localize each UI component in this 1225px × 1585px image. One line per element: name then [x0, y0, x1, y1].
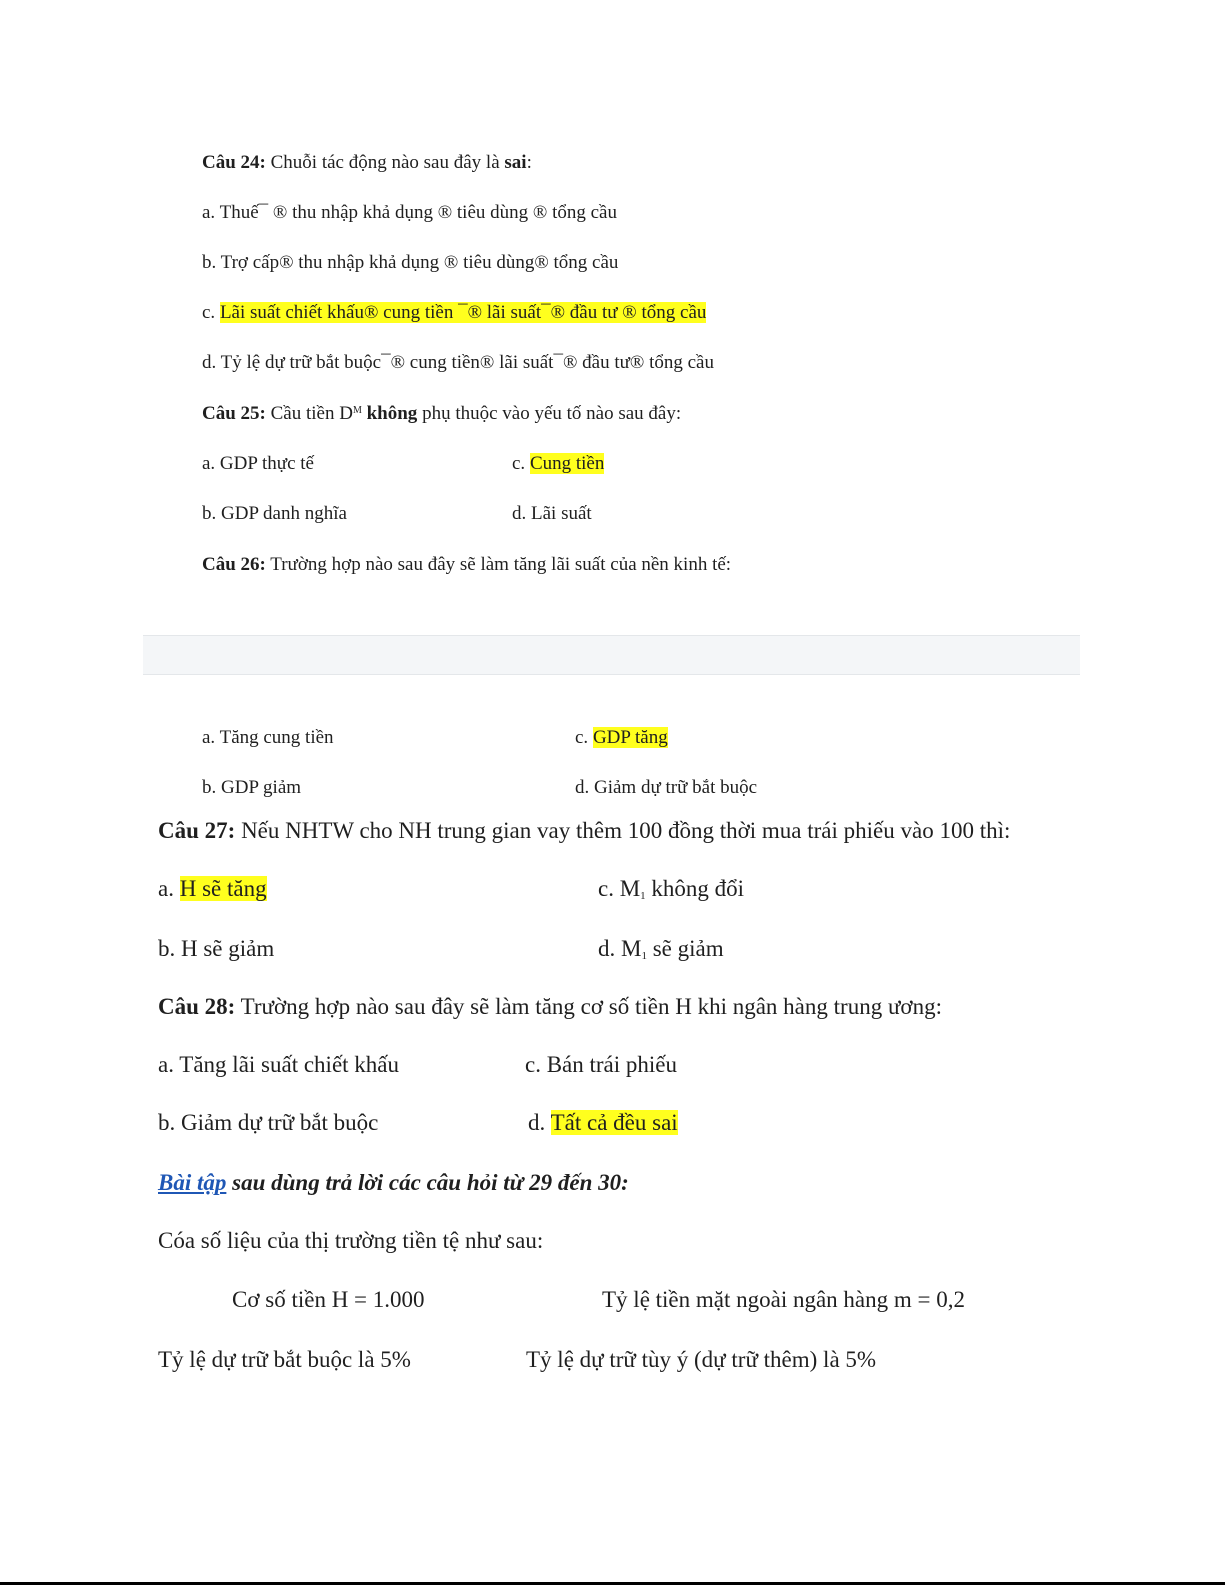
- q27-option-d: d. $M_1$ sẽ giảm: [598, 936, 724, 962]
- page-break-band: [143, 635, 1080, 675]
- q25-option-d: d. Lãi suất: [512, 503, 592, 524]
- q27-option-a: a. H sẽ tăng: [158, 876, 267, 901]
- q26-option-a: a. Tăng cung tiền: [202, 727, 334, 748]
- q25-option-c: c. Cung tiền: [512, 453, 605, 474]
- q27-option-b: b. H sẽ giảm: [158, 936, 275, 961]
- q26-answer-highlight: GDP tăng: [592, 727, 668, 748]
- q27-option-c: c. $M_1$ không đổi: [598, 876, 745, 902]
- q26-label: Câu 26:: [202, 554, 266, 575]
- exercise-cash-ratio: Tỷ lệ tiền mặt ngoài ngân hàng m = 0,2: [602, 1287, 966, 1312]
- q25-stem: Câu 25: Cầu tiền $D^M$ không phụ thuộc vào yếu tố nào sau đây:: [202, 403, 682, 424]
- exercise-heading: Bài tập sau dùng trả lời các câu hỏi từ 29 đến 30:: [158, 1170, 629, 1195]
- q28-answer-highlight: Tất cả đều sai: [550, 1110, 678, 1135]
- q28-option-b: b. Giảm dự trữ bắt buộc: [158, 1110, 379, 1135]
- q24-option-a: a. Thuế¯ ® thu nhập khả dụng ® tiêu dùng ® tổng cầu: [202, 202, 617, 223]
- q24-stem: Câu 24: Chuỗi tác động nào sau đây là sai:: [202, 152, 532, 173]
- q26-stem: Câu 26: Trường hợp nào sau đây sẽ làm tăng lãi suất của nền kinh tế:: [202, 554, 732, 575]
- q27-stem: Câu 27: Nếu NHTW cho NH trung gian vay thêm 100 đồng thời mua trái phiếu vào 100 thì:: [158, 818, 1011, 843]
- q24-label: Câu 24:: [202, 152, 266, 173]
- exercise-link[interactable]: Bài tập: [158, 1170, 227, 1195]
- q24-option-d: d. Tỷ lệ dự trữ bắt buộc¯® cung tiền® lãi suất¯® đầu tư® tổng cầu: [202, 352, 714, 373]
- exercise-intro: Cóa số liệu của thị trường tiền tệ như sau:: [158, 1228, 544, 1253]
- exercise-base-money: Cơ số tiền H = 1.000: [232, 1287, 425, 1312]
- q24-answer-highlight: Lãi suất chiết khấu® cung tiền ¯® lãi suất¯® đầu tư ® tổng cầu: [219, 302, 707, 323]
- exercise-required-reserve: Tỷ lệ dự trữ bắt buộc là 5%: [158, 1347, 411, 1372]
- q25-option-b: b. GDP danh nghĩa: [202, 503, 347, 524]
- q25-answer-highlight: Cung tiền: [529, 453, 605, 474]
- q25-label: Câu 25:: [202, 403, 266, 424]
- q27-d-subscript: 1: [641, 950, 647, 962]
- q28-option-d: d. Tất cả đều sai: [528, 1110, 678, 1135]
- q26-option-d: d. Giảm dự trữ bắt buộc: [575, 777, 758, 798]
- q25-emphasis: không: [366, 403, 418, 424]
- q24-option-b: b. Trợ cấp® thu nhập khả dụng ® tiêu dùng® tổng cầu: [202, 252, 619, 273]
- q27-label: Câu 27:: [158, 818, 236, 843]
- q26-option-c: c. GDP tăng: [575, 727, 668, 748]
- q27-c-subscript: 1: [640, 890, 646, 902]
- q27-answer-highlight: H sẽ tăng: [179, 876, 267, 901]
- q25-option-a: a. GDP thực tế: [202, 453, 314, 474]
- q28-label: Câu 28:: [158, 994, 236, 1019]
- q24-emphasis: sai: [504, 152, 527, 173]
- q28-stem: Câu 28: Trường hợp nào sau đây sẽ làm tăng cơ số tiền H khi ngân hàng trung ương:: [158, 994, 942, 1019]
- q28-option-c: c. Bán trái phiếu: [525, 1052, 678, 1077]
- q25-superscript: M: [352, 405, 362, 416]
- exercise-excess-reserve: Tỷ lệ dự trữ tùy ý (dự trữ thêm) là 5%: [526, 1347, 877, 1372]
- q28-option-a: a. Tăng lãi suất chiết khấu: [158, 1052, 399, 1077]
- q26-option-b: b. GDP giảm: [202, 777, 302, 798]
- q24-option-c: c. Lãi suất chiết khấu® cung tiền ¯® lãi suất¯® đầu tư ® tổng cầu: [202, 302, 707, 323]
